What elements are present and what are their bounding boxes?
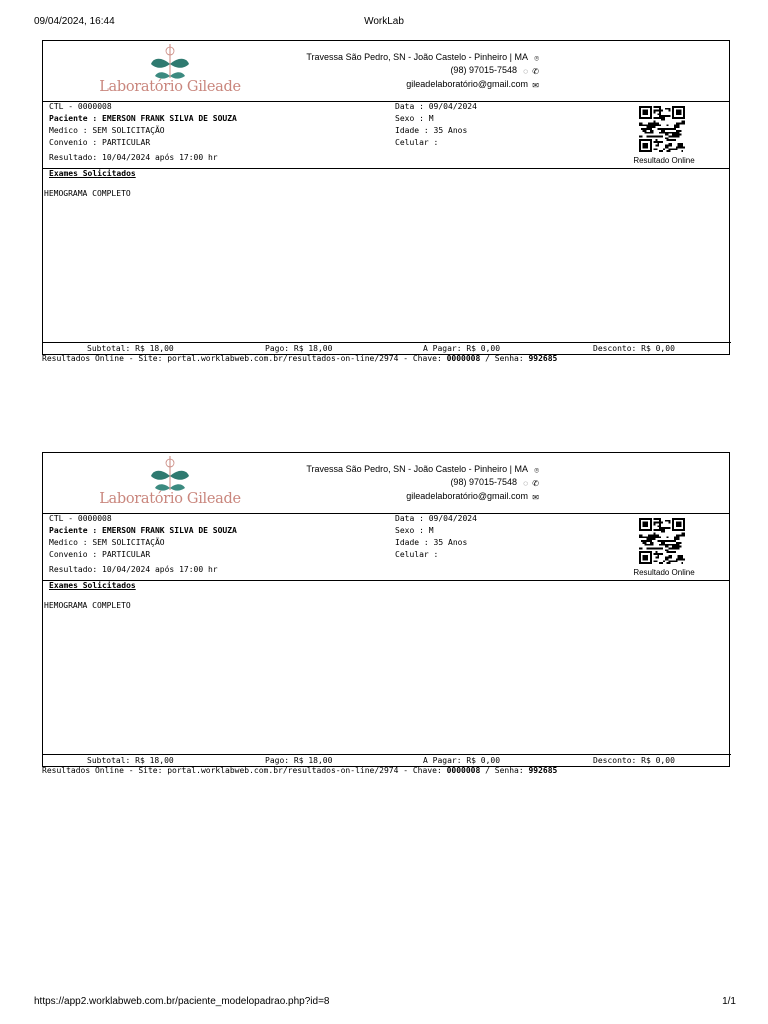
online-prefix: Resultados Online - Site: portal.worklabweb.com.br/resultados-on-line/2974 - Chave: [42, 766, 447, 775]
whatsapp-icon: ◌ [523, 67, 528, 76]
online-senha: 992685 [528, 766, 558, 775]
print-url: https://app2.worklabweb.com.br/paciente_modelopadrao.php?id=8 [34, 996, 330, 1007]
online-chave: 0000008 [446, 766, 481, 775]
resultado-value: 10/04/2024 após 17:00 hr [102, 565, 218, 574]
medico-label: Medico : [49, 126, 88, 135]
idade-label: Idade : [395, 538, 429, 547]
paciente-label: Paciente : [49, 526, 98, 535]
online-results-line [42, 354, 557, 363]
exams-section [43, 169, 729, 343]
lab-header [43, 41, 729, 102]
lab-email: gileadelaboratório@gmail.com [406, 491, 528, 501]
exam-item: HEMOGRAMA COMPLETO [44, 189, 131, 198]
sexo-value: M [428, 114, 434, 123]
exams-section [43, 581, 729, 755]
paciente-value: EMERSON FRANK SILVA DE SOUZA [102, 114, 237, 123]
exam-item: HEMOGRAMA COMPLETO [44, 601, 131, 610]
pago: Pago: R$ 18,00 [265, 344, 333, 353]
online-chave: 0000008 [446, 354, 481, 363]
online-mid: / Senha: [480, 766, 529, 775]
celular-label: Celular : [395, 550, 439, 559]
desconto: Desconto: R$ 0,00 [593, 344, 675, 353]
lab-contact [306, 51, 539, 91]
idade-value: 35 Anos [433, 126, 468, 135]
data-label: Data : [395, 102, 424, 111]
convenio-value: PARTICULAR [102, 550, 151, 559]
ctl-value: 0000008 [77, 102, 112, 111]
a-pagar: A Pagar: R$ 0,00 [423, 344, 501, 353]
qr-label: Resultado Online [633, 156, 695, 165]
print-datetime: 09/04/2024, 16:44 [34, 16, 115, 27]
data-label: Data : [395, 514, 424, 523]
location-pin-icon: ⌾ [534, 54, 539, 63]
resultado-value: 10/04/2024 após 17:00 hr [102, 153, 218, 162]
leaf-logo-icon [149, 42, 191, 82]
lab-logo-text: Laboratório Gileade [99, 79, 241, 95]
print-footer [0, 996, 768, 1010]
print-title: WorkLab [364, 16, 404, 27]
paciente-value: EMERSON FRANK SILVA DE SOUZA [102, 526, 237, 535]
celular-label: Celular : [395, 138, 439, 147]
totals-bar [43, 754, 731, 766]
convenio-label: Convenio : [49, 550, 98, 559]
sexo-label: Sexo : [395, 114, 424, 123]
online-mid: / Senha: [480, 354, 529, 363]
envelope-icon: ✉ [532, 81, 539, 90]
ctl-label: CTL - [49, 514, 74, 523]
lab-header [43, 453, 729, 514]
ctl-value: 0000008 [77, 514, 112, 523]
medico-value: SEM SOLICITAÇÃO [92, 538, 165, 547]
data-value: 09/04/2024 [428, 514, 477, 523]
convenio-label: Convenio : [49, 138, 98, 147]
lab-logo [99, 453, 241, 511]
location-pin-icon: ⌾ [534, 466, 539, 475]
data-value: 09/04/2024 [428, 102, 477, 111]
medico-label: Medico : [49, 538, 88, 547]
slip-2 [42, 452, 730, 775]
lab-logo [99, 41, 241, 99]
patient-info [43, 102, 729, 169]
qr-code-icon[interactable] [639, 106, 685, 152]
desconto: Desconto: R$ 0,00 [593, 756, 675, 765]
a-pagar: A Pagar: R$ 0,00 [423, 756, 501, 765]
qr-code-icon[interactable] [639, 518, 685, 564]
exams-title: Exames Solicitados [49, 581, 136, 590]
exams-title: Exames Solicitados [49, 169, 136, 178]
lab-logo-text: Laboratório Gileade [99, 491, 241, 507]
pago: Pago: R$ 18,00 [265, 756, 333, 765]
patient-info [43, 514, 729, 581]
lab-address: Travessa São Pedro, SN - João Castelo - Pinheiro | MA [306, 464, 528, 474]
phone-icon: ✆ [532, 67, 539, 76]
lab-email: gileadelaboratório@gmail.com [406, 79, 528, 89]
ctl-label: CTL - [49, 102, 74, 111]
sexo-value: M [428, 526, 434, 535]
lab-phone: (98) 97015-7548 [450, 477, 517, 487]
subtotal: Subtotal: R$ 18,00 [87, 756, 174, 765]
lab-address: Travessa São Pedro, SN - João Castelo - Pinheiro | MA [306, 52, 528, 62]
totals-bar [43, 342, 731, 354]
slip-box [42, 40, 730, 355]
lab-phone: (98) 97015-7548 [450, 65, 517, 75]
slip-1 [42, 40, 730, 363]
print-header [0, 16, 768, 30]
sexo-label: Sexo : [395, 526, 424, 535]
paciente-label: Paciente : [49, 114, 98, 123]
medico-value: SEM SOLICITAÇÃO [92, 126, 165, 135]
slip-box [42, 452, 730, 767]
qr-label: Resultado Online [633, 568, 695, 577]
online-prefix: Resultados Online - Site: portal.worklabweb.com.br/resultados-on-line/2974 - Chave: [42, 354, 447, 363]
whatsapp-icon: ◌ [523, 479, 528, 488]
resultado-label: Resultado: [49, 153, 98, 162]
lab-contact [306, 463, 539, 503]
online-senha: 992685 [528, 354, 558, 363]
envelope-icon: ✉ [532, 493, 539, 502]
resultado-label: Resultado: [49, 565, 98, 574]
subtotal: Subtotal: R$ 18,00 [87, 344, 174, 353]
phone-icon: ✆ [532, 479, 539, 488]
online-results-line [42, 766, 557, 775]
idade-value: 35 Anos [433, 538, 468, 547]
leaf-logo-icon [149, 454, 191, 494]
idade-label: Idade : [395, 126, 429, 135]
convenio-value: PARTICULAR [102, 138, 151, 147]
print-page-number: 1/1 [722, 996, 736, 1007]
